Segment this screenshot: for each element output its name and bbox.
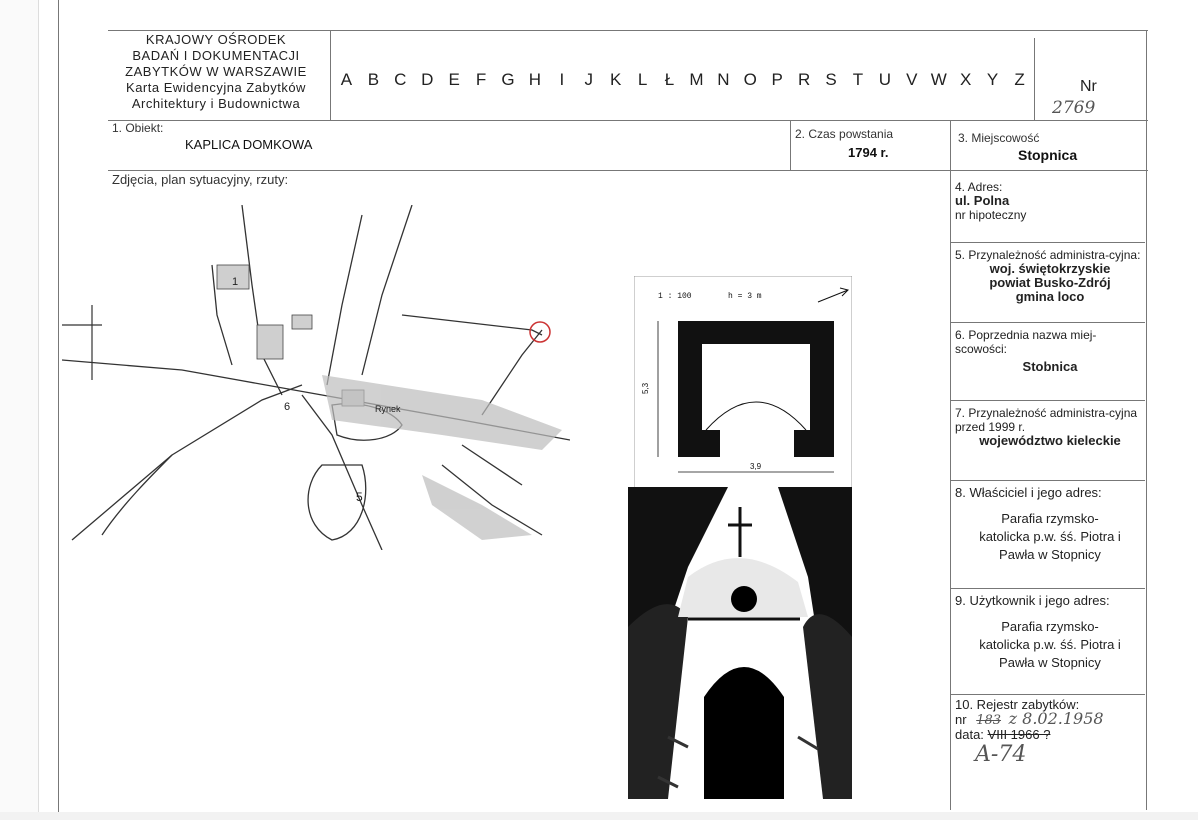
letter: Z — [1014, 70, 1025, 89]
photo-oculus — [731, 586, 757, 612]
letter: P — [771, 70, 783, 89]
frame-left-line — [58, 0, 59, 812]
admin-label: 5. Przynależność administra-cyjna: — [955, 248, 1141, 262]
institution-line: Architektury i Budownictwa — [131, 96, 301, 111]
adres-hipo: nr hipoteczny — [955, 208, 1027, 222]
side-sep-7 — [950, 400, 1145, 401]
scan-edge — [0, 0, 39, 820]
letter: E — [448, 70, 460, 89]
czas-value: 1794 r. — [848, 145, 889, 160]
adres-label: 4. Adres: — [955, 180, 1003, 194]
wlasciciel-section — [955, 486, 1145, 564]
rejestr-handwritten: A-74 — [975, 742, 1027, 767]
nr-box-left — [1034, 38, 1035, 120]
letter: C — [394, 70, 407, 89]
object-row-bottom-line — [108, 170, 1148, 171]
map-label-6: 6 — [284, 401, 291, 413]
photo-doorway — [704, 667, 784, 799]
letter: R — [797, 70, 811, 89]
rejestr-nr-label: nr — [955, 712, 967, 727]
frame-right-line — [1146, 30, 1147, 810]
plan-height: h = 3 m — [728, 292, 762, 301]
czas-divider — [790, 120, 791, 170]
letter: H — [528, 70, 542, 89]
map-hatching — [322, 375, 562, 540]
header-top-line — [108, 30, 1148, 31]
rejestr-data-label: data: — [955, 727, 984, 742]
admin-line: woj. świętokrzyskie — [989, 261, 1111, 276]
miejscowosc-label: 3. Miejscowość — [958, 131, 1040, 145]
letter: S — [825, 70, 837, 89]
uzytkownik-section — [955, 594, 1145, 672]
map-crosshair — [62, 305, 102, 380]
letter: M — [689, 70, 704, 89]
przed1999-section — [955, 406, 1145, 448]
poprzednia-section — [955, 328, 1145, 374]
side-sep-10 — [950, 694, 1145, 695]
letter: Y — [986, 70, 999, 89]
wlasciciel-line: Parafia rzymsko- — [1001, 511, 1099, 526]
uzytkownik-line: katolicka p.w. śś. Piotra i — [979, 637, 1121, 652]
side-sep-6 — [950, 322, 1145, 323]
uzytkownik-value — [955, 618, 1145, 672]
chapel-photo — [628, 487, 852, 799]
przed1999-value: województwo kieleckie — [979, 433, 1121, 448]
letter: B — [367, 70, 380, 89]
wlasciciel-line: katolicka p.w. śś. Piotra i — [979, 529, 1121, 544]
obiekt-value: KAPLICA DOMKOWA — [185, 137, 313, 152]
nr-label: Nr — [1080, 78, 1097, 95]
plan-scale: 1 : 100 — [658, 292, 692, 301]
letter: T — [852, 70, 864, 89]
plan-entrance — [720, 430, 794, 457]
letter: A — [340, 70, 353, 89]
institution-line: ZABYTKÓW W WARSZAWIE — [125, 64, 307, 79]
rejestr-label: 10. Rejestr zabytków: — [955, 697, 1080, 712]
map-label-5: 5 — [356, 490, 363, 504]
header-divider — [330, 30, 331, 120]
letter: V — [906, 70, 918, 89]
poprzednia-value: Stobnica — [1022, 359, 1078, 374]
letter: K — [610, 70, 622, 89]
letter: Ł — [664, 70, 675, 89]
situation-map — [62, 205, 570, 550]
side-sep-8 — [950, 480, 1145, 481]
letter: X — [959, 70, 972, 89]
institution-line: Karta Ewidencyjna Zabytków — [126, 80, 306, 95]
plan-dim-vertical: 5,3 — [641, 382, 650, 394]
admin-section — [955, 248, 1145, 304]
obiekt-label: 1. Obiekt: — [112, 121, 164, 135]
rejestr-data-crossed: VIII 1966 ? — [987, 727, 1051, 742]
letter: F — [475, 70, 487, 89]
letter: L — [637, 70, 648, 89]
side-column-divider — [950, 120, 951, 810]
side-sep-5 — [950, 242, 1145, 243]
rejestr-nr-value: z 8.02.1958 — [1008, 709, 1104, 728]
uzytkownik-line: Parafia rzymsko- — [1001, 619, 1099, 634]
header-bottom-line — [108, 120, 1148, 121]
institution-line: BADAŃ I DOKUMENTACJI — [132, 48, 300, 63]
letter: W — [930, 70, 947, 89]
letter: D — [421, 70, 434, 89]
institution-block — [108, 32, 324, 112]
czas-label: 2. Czas powstania — [795, 127, 894, 141]
letter: J — [584, 70, 593, 89]
letter: U — [878, 70, 892, 89]
admin-line: powiat Busko-Zdrój — [989, 275, 1111, 290]
przed1999-label: 7. Przynależność administra-cyjna przed 1999 r. — [955, 406, 1138, 434]
uzytkownik-line: Pawła w Stopnicy — [999, 655, 1101, 670]
floor-plan — [634, 276, 852, 488]
plan-interior — [702, 344, 810, 430]
poprzednia-label: 6. Poprzednia nazwa miej-scowości: — [955, 328, 1097, 356]
rejestr-section — [955, 697, 1145, 767]
admin-line: gmina loco — [1015, 289, 1085, 304]
letter: I — [559, 70, 565, 89]
wlasciciel-value — [955, 510, 1145, 564]
zdjecia-label: Zdjęcia, plan sytuacyjny, rzuty: — [112, 172, 289, 187]
map-label-1: 1 — [232, 276, 239, 288]
plan-dim-horizontal: 3,9 — [750, 462, 762, 471]
adres-section — [955, 180, 1145, 222]
institution-line: KRAJOWY OŚRODEK — [145, 32, 287, 47]
alphabet-row — [333, 70, 1033, 100]
wlasciciel-line: Pawła w Stopnicy — [999, 547, 1101, 562]
miejscowosc-value: Stopnica — [1018, 147, 1078, 163]
map-roads — [62, 205, 570, 550]
letter: G — [501, 70, 515, 89]
uzytkownik-label: 9. Użytkownik i jego adres: — [955, 593, 1110, 608]
side-sep-9 — [950, 588, 1145, 589]
wlasciciel-label: 8. Właściciel i jego adres: — [955, 485, 1102, 500]
adres-value: ul. Polna — [955, 193, 1010, 208]
letter: O — [743, 70, 757, 89]
map-label-rynek: Rynek — [375, 404, 401, 414]
rejestr-nr-crossed: 183 — [976, 713, 1002, 728]
scan-edge-bottom — [0, 812, 1198, 820]
letter: N — [717, 70, 730, 89]
nr-value: 2769 — [1052, 98, 1096, 118]
